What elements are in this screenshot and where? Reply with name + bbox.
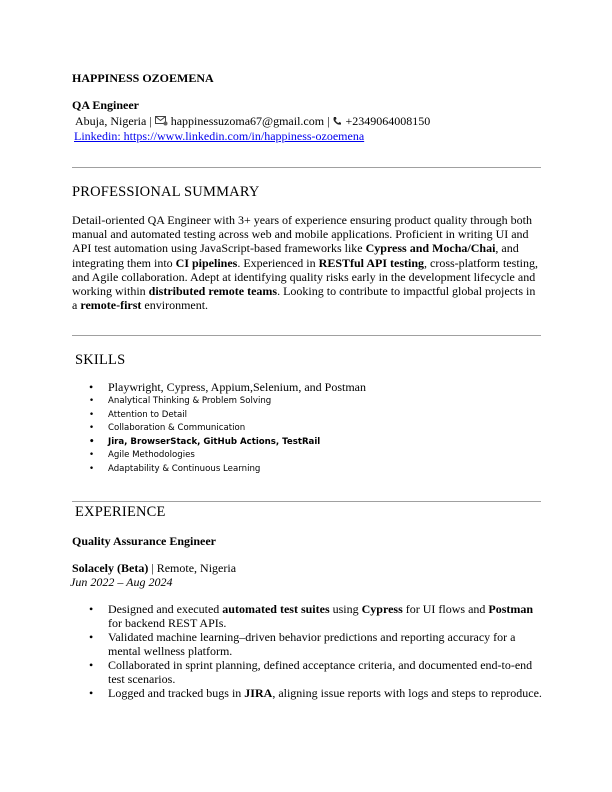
skill-item: • Jira, BrowserStack, GitHub Actions, TestRail (72, 436, 532, 450)
bullet-text: Designed and executed (108, 602, 223, 616)
phone-icon (332, 115, 342, 130)
summary-text: environment. (141, 298, 209, 313)
email[interactable]: happinessuzoma67@gmail.com | (170, 114, 330, 128)
mail-icon (155, 115, 168, 130)
skill-item: • Collaboration & Communication (72, 422, 532, 436)
experience-bullet (72, 658, 542, 686)
bullet-bold: Cypress (361, 602, 403, 616)
job-title: Quality Assurance Engineer (72, 534, 217, 548)
experience-heading: EXPERIENCE (75, 504, 166, 520)
summary-text: . Looking to contribute to impactful global projects in a (72, 284, 536, 313)
summary-bold: CI pipelines (175, 255, 238, 270)
summary-heading: PROFESSIONAL SUMMARY (72, 184, 260, 200)
bullet-bold: JIRA (244, 686, 273, 700)
job-dates: Jun 2022 – Aug 2024 (70, 575, 173, 589)
summary-bold: remote-first (80, 298, 142, 313)
summary-text: . Experienced in (237, 255, 319, 270)
skill-item: • Agile Methodologies (72, 449, 532, 463)
skill-item: • Adaptability & Continuous Learning (72, 463, 532, 477)
summary-text: Detail-oriented QA Engineer with 3+ years of experience ensuring product quality through both manual and automated testing across web and mobile applications. Proficient in writing UI and API test automation using JavaScript-based frameworks like (72, 213, 532, 256)
bullet-text: , aligning issue reports with logs and steps to reproduce. (272, 686, 542, 700)
candidate-name: HAPPINESS OZOEMENA (72, 71, 214, 85)
bullet-text: Validated machine learning–driven behavior predictions and reporting accuracy for a mental wellness platform. (108, 630, 516, 658)
summary-paragraph (72, 213, 542, 312)
experience-bullet (72, 602, 542, 630)
bullet-text: for UI flows and (402, 602, 489, 616)
bullet-text: Collaborated in sprint planning, defined acceptance criteria, and documented end-to-end test scenarios. (108, 658, 533, 686)
bullet-text: using (329, 602, 362, 616)
bullet-bold: automated test suites (222, 602, 330, 616)
skills-heading: SKILLS (75, 352, 126, 368)
experience-bullet (72, 630, 542, 658)
phone: +2349064008150 (345, 114, 431, 128)
summary-bold: Cypress and Mocha/Chai (365, 241, 496, 256)
summary-text: , and integrating them into (72, 241, 519, 270)
bullet-text: Logged and tracked bugs in (108, 686, 245, 700)
summary-bold: RESTful API testing (318, 255, 425, 270)
company-line (72, 561, 236, 576)
skill-item: • Analytical Thinking & Problem Solving (72, 395, 532, 409)
location: Abuja, Nigeria | (75, 114, 152, 128)
bullet-text: for backend REST APIs. (108, 616, 227, 630)
divider (72, 335, 541, 336)
summary-bold: distributed remote teams (148, 284, 278, 299)
experience-bullet (72, 686, 542, 700)
divider (72, 501, 541, 502)
contact-line (75, 114, 430, 130)
skill-item: • Playwright, Cypress, Appium,Selenium, and Postman (72, 380, 532, 395)
job-role: QA Engineer (72, 98, 140, 112)
skill-item: • Attention to Detail (72, 409, 532, 423)
summary-text: , cross-platform testing, and Agile collaboration. Adept at identifying quality risks early in the development lifecycle and working within (72, 255, 538, 299)
divider (72, 167, 541, 168)
skills-list (72, 380, 532, 476)
experience-bullets (72, 602, 542, 700)
bullet-bold: Postman (488, 602, 534, 616)
linkedin-link[interactable]: Linkedin: https://www.linkedin.com/in/happiness-ozoemena (74, 129, 365, 143)
company-location: | Remote, Nigeria (148, 561, 237, 575)
company-name: Solacely (Beta) (72, 561, 149, 575)
